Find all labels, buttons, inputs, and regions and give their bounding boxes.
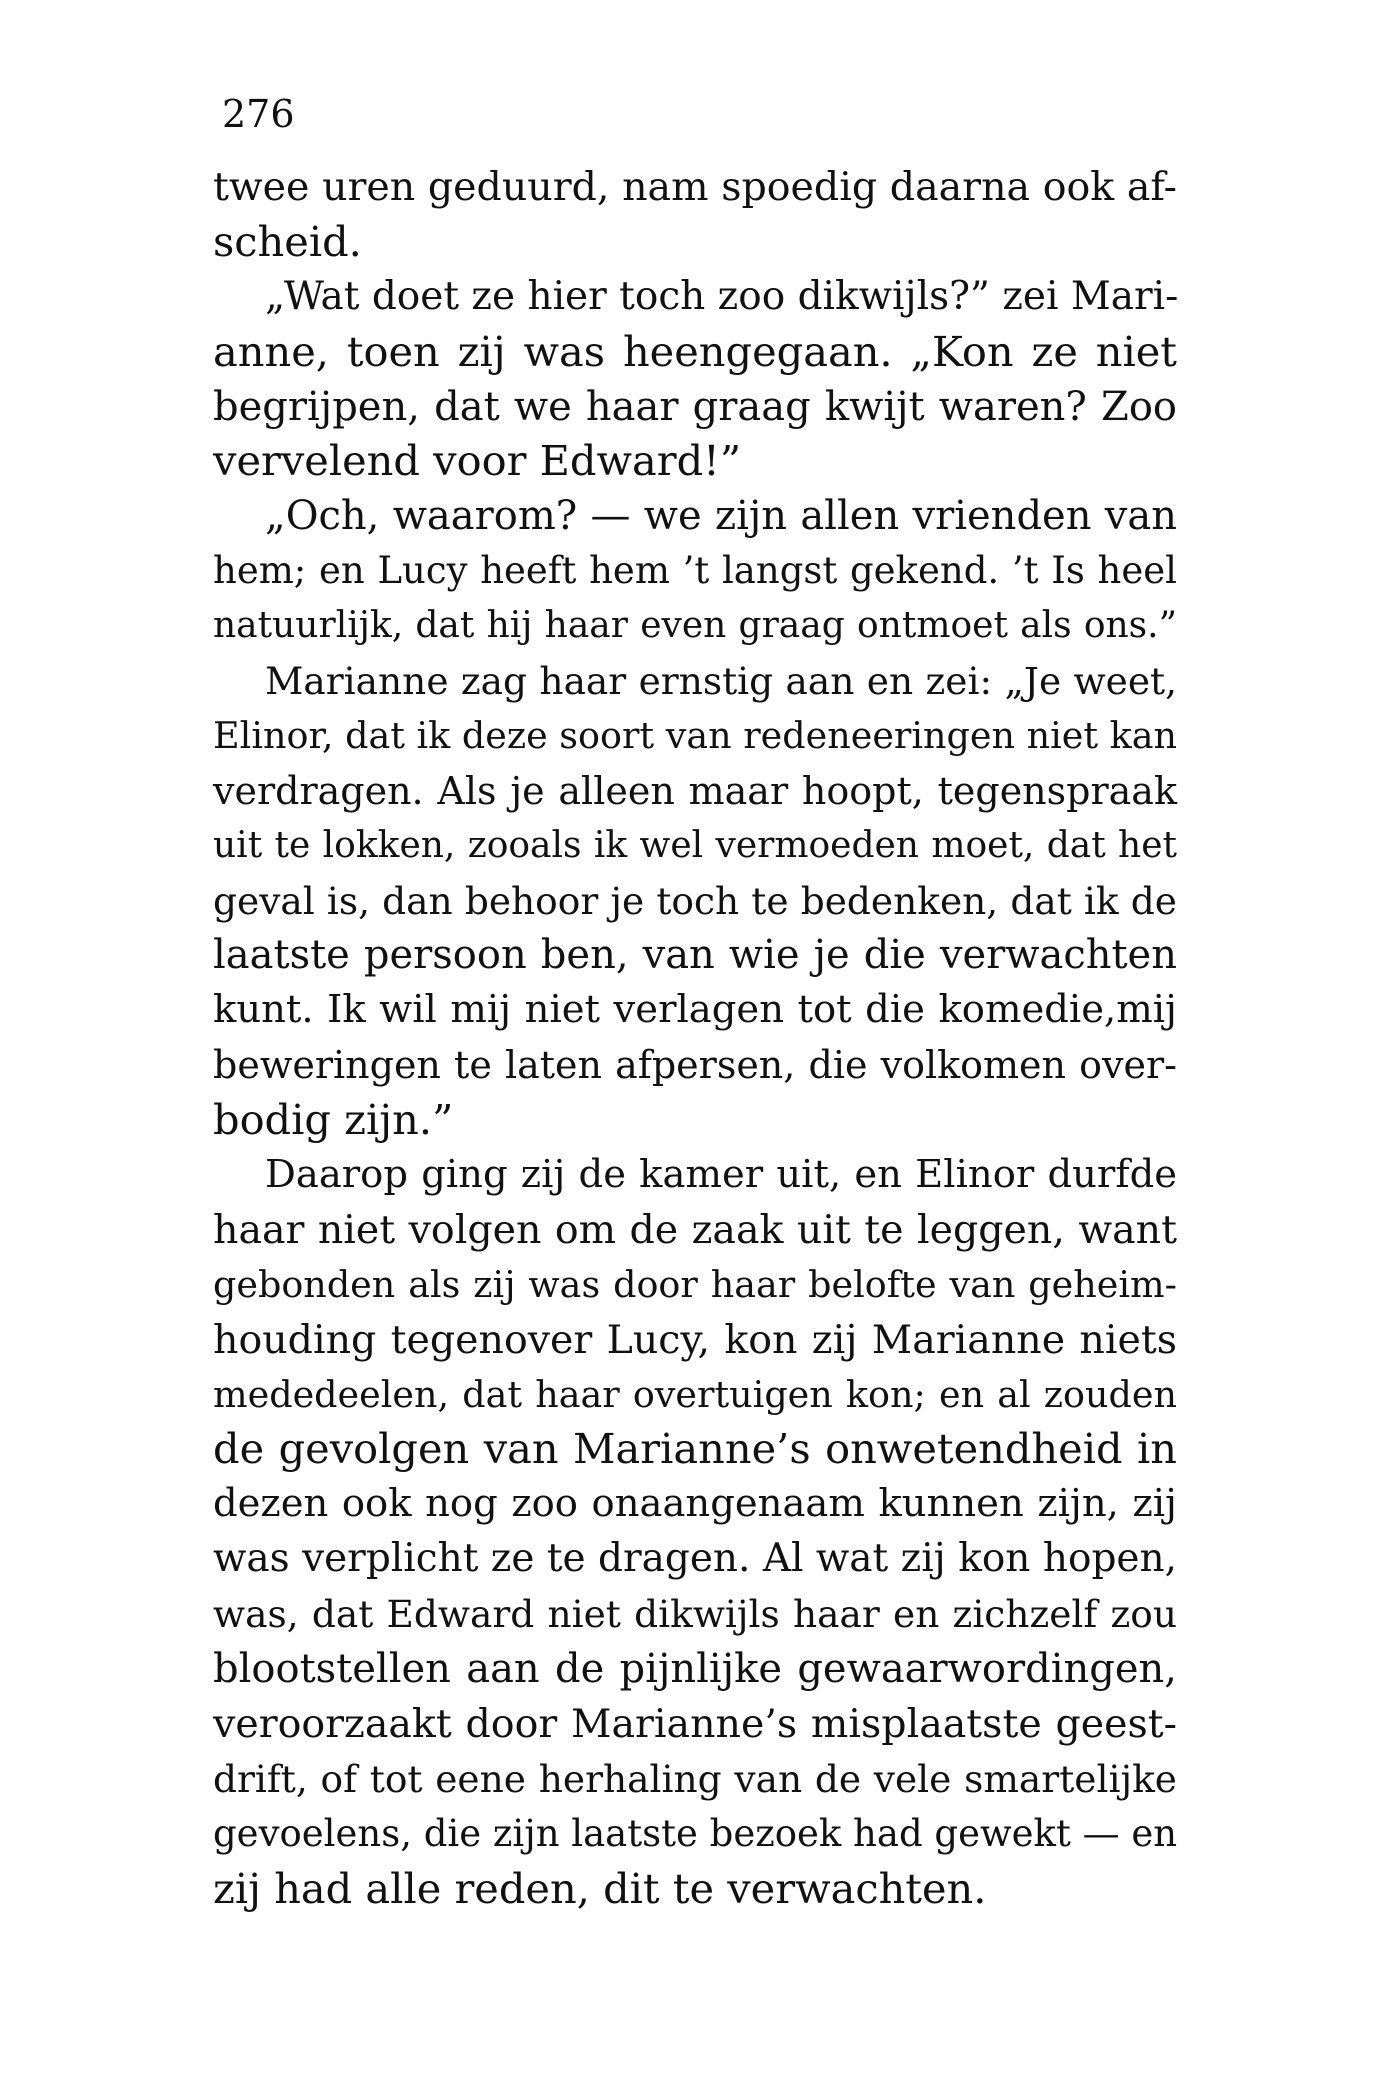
text-line: kunt. Ik wil mij niet verlagen tot die komedie,mij (213, 987, 1177, 1033)
text-line: laatste persoon ben, van wie je die verwachten (213, 932, 1177, 979)
text-line: gevoelens, die zijn laatste bezoek had gewekt — en (213, 1811, 1178, 1855)
text-line: Marianne zag haar ernstig aan en zei: „Je weet, (265, 659, 1177, 704)
text-line: was verplicht ze te dragen. Al wat zij kon hopen, (213, 1536, 1177, 1582)
text-line: houding tegenover Lucy, kon zij Marianne niets (213, 1316, 1177, 1363)
text-line: uit te lokken, zooals ik wel vermoeden moet, dat het (213, 824, 1177, 866)
text-line: dezen ook nog zoo onaangenaam kunnen zijn, zij (213, 1481, 1177, 1527)
text-line: begrijpen, dat we haar graag kwijt waren? Zoo (213, 383, 1177, 430)
text-line: bodig zijn.” (213, 1095, 454, 1145)
text-line: blootstellen aan de pijnlijke gewaarwordingen, (213, 1646, 1177, 1693)
text-line: „Och, waarom? — we zijn allen vrienden van (265, 493, 1177, 540)
text-line: twee uren geduurd, nam spoedig daarna ook af- (213, 164, 1177, 210)
text-line: gebonden als zij was door haar belofte van geheim- (213, 1262, 1177, 1306)
text-line: verdragen. Als je alleen maar hoopt, tegenspraak (213, 768, 1177, 813)
text-line: veroorzaakt door Marianne’s misplaatste geest- (213, 1700, 1177, 1747)
text-line: hem; en Lucy heeft hem ’t langst gekend. ’t Is heel (213, 549, 1177, 593)
text-line: vervelend voor Edward!” (213, 436, 742, 486)
text-line: beweringen te laten afpersen, die volkomen over- (213, 1043, 1177, 1088)
text-line: natuurlijk, dat hij haar even graag ontmoet als ons.” (213, 605, 1177, 647)
text-line: scheid. (213, 216, 362, 266)
body-text (213, 160, 1177, 1917)
text-line: geval is, dan behoor je toch te bedenken, dat ik de (213, 878, 1177, 923)
text-line: anne, toen zij was heengegaan. „Kon ze niet (213, 326, 1177, 376)
text-line: haar niet volgen om de zaak uit te leggen, want (213, 1206, 1177, 1253)
text-line: was, dat Edward niet dikwijls haar en zichzelf zou (213, 1592, 1177, 1637)
text-line: Elinor, dat ik deze soort van redeneeringen niet kan (213, 713, 1178, 757)
text-line: mededeelen, dat haar overtuigen kon; en al zouden (213, 1372, 1177, 1416)
text-line: „Wat doet ze hier toch zoo dikwijls?” zei Mari- (265, 273, 1179, 319)
text-line: drift, of tot eene herhaling van de vele smartelijke (213, 1756, 1177, 1801)
page-number: 276 (222, 92, 295, 136)
text-line: Daarop ging zij de kamer uit, en Elinor durfde (265, 1152, 1177, 1198)
text-line: zij had alle reden, dit te verwachten. (213, 1863, 987, 1913)
text-line: de gevolgen van Marianne’s onwetendheid in (213, 1424, 1177, 1474)
